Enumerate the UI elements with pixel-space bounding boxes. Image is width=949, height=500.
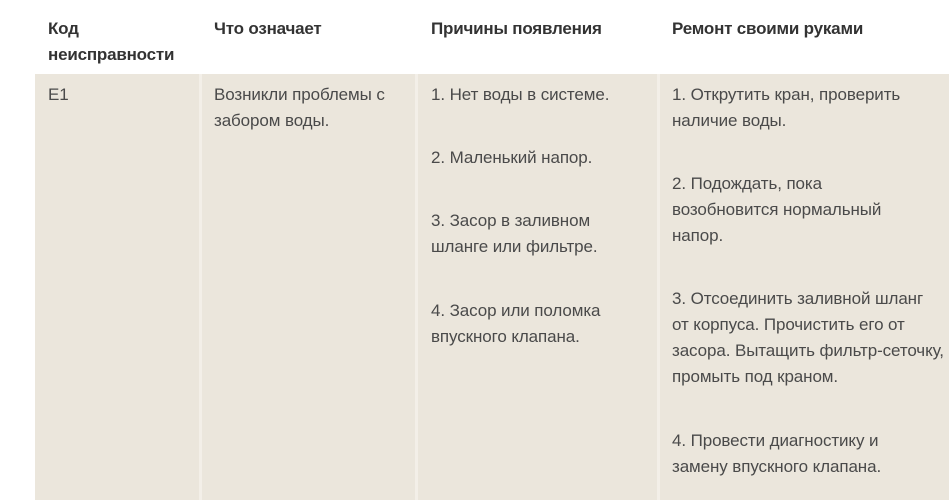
column-divider: [199, 74, 202, 500]
repair-item: 1. Открутить кран, проверить наличие воды.: [672, 85, 901, 130]
cause-item: 3. Засор в заливном шланге или фильтре.: [431, 211, 598, 256]
repair-item: 3. Отсоединить заливной шланг от корпуса. Прочистить его от засора. Вытащить фильтр-сеточку, промыть под краном.: [672, 289, 944, 386]
cell-code: E1: [48, 85, 69, 104]
header-causes: Причины появления: [431, 19, 602, 38]
cause-item: 2. Маленький напор.: [431, 148, 593, 167]
column-divider: [415, 74, 418, 500]
header-code: Код неисправности: [48, 19, 175, 64]
cause-item: 4. Засор или поломка впускного клапана.: [431, 301, 601, 346]
column-divider: [657, 74, 660, 500]
cause-item: 1. Нет воды в системе.: [431, 85, 610, 104]
header-meaning: Что означает: [214, 19, 322, 38]
repair-item: 4. Провести диагностику и замену впускного клапана.: [672, 431, 882, 476]
repair-item: 2. Подождать, пока возобновится нормальный напор.: [672, 174, 882, 245]
cell-meaning: Возникли проблемы с забором воды.: [214, 85, 385, 130]
header-repair: Ремонт своими руками: [672, 19, 864, 38]
